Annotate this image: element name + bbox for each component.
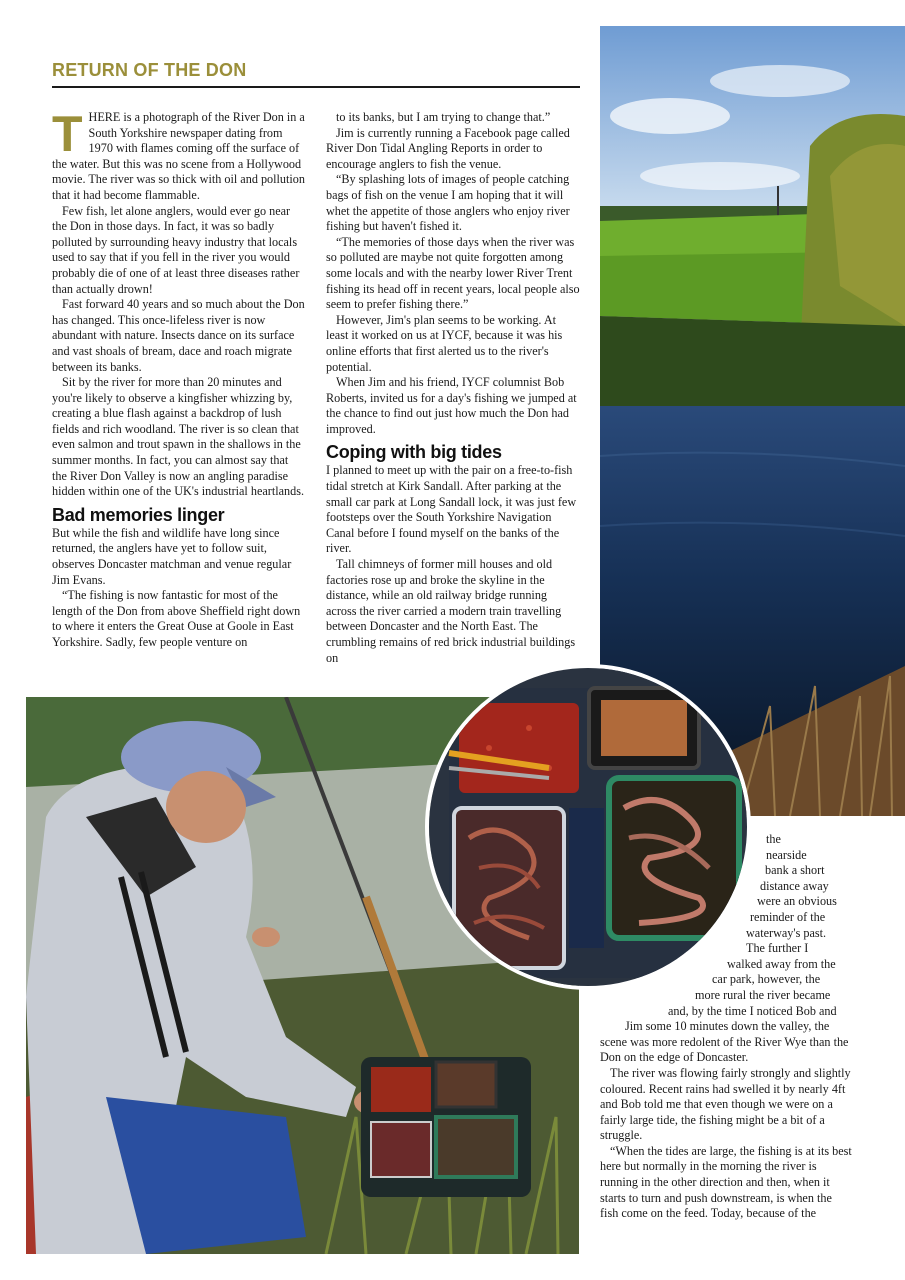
paragraph: to its banks, but I am trying to change that.” [336,110,551,124]
text-line: more rural the river became [695,987,831,1002]
text-line: reminder of the [750,909,826,924]
text-line: Jim some 10 minutes down the valley, the [625,1019,830,1034]
paragraph: “The fishing is now fantastic for most of the length of the Don from above Sheffield right down to where it enters the Great Ouse at Goole in East Yorkshire. Sadly, few people venture on [52,588,301,649]
paragraph: But while the fish and wildlife have long since returned, the anglers have yet to follow suit, observes Doncaster matchman and venue regular Jim Evans. [52,525,292,587]
paragraph: Jim is currently running a Facebook page called River Don Tidal Angling Reports in order to encourage anglers to fish the venue. [326,125,570,171]
paragraph: However, Jim's plan seems to be working. At least it worked on us at IYCF, because it was his online efforts that first alerted us to the river's potential. [326,312,563,374]
paragraph: The river was flowing fairly strongly and slightly coloured. Recent rains had swelled it by nearly 4ft and Bob told me that even though we were on a fairly large tide, the fishing might be a bit of a struggle. [600,1065,851,1143]
header-rule [52,86,580,88]
paragraph: Few fish, let alone anglers, would ever go near the Don in those days. In fact, it was so badly polluted by surrounding heavy industry that locals used to say that if you fell in the river you would probably die of one of at least three diseases rather than actually drown! [52,203,300,296]
subheading-big-tides: Coping with big tides [326,442,502,463]
text-line: the nearside [766,832,807,862]
text-line: and, by the time I noticed Bob and [668,1003,837,1018]
paragraph: “By splashing lots of images of people catching bags of fish on the venue I am hoping that it will whet the appetite of those anglers who enjoy river fishing but haven't fished it. [326,172,570,234]
text-line: The further I [746,941,809,956]
paragraph: scene was more redolent of the River Wye than the Don on the edge of Doncaster. [600,1034,849,1065]
text-line: waterway's past. [746,925,827,940]
paragraph: “The memories of those days when the river was so polluted are maybe not quite forgotten among some locals and with the nearby lower River Trent fishing its head off in recent years, local people also seem to prefer fishing there.” [326,234,580,312]
paragraph: Tall chimneys of former mill houses and old factories rose up and broke the skyline in the distance, while an old railway bridge running across the river carried a modern train travelling between Doncaster and the North East. The crumbling remains of red brick industrial buildings on [326,557,576,665]
paragraph: I planned to meet up with the pair on a free-to-fish tidal stretch at Kirk Sandall. After parking at the small car park at Long Sandall lock, it was just few footsteps over the South Yorkshire Navigation Canal before I found myself on the banks of the river. [326,463,577,556]
paragraph: When Jim and his friend, IYCF columnist Bob Roberts, invited us for a day's fishing we jumped at the chance to find out just how much the Don had improved. [326,375,577,436]
text-line: were an obvious [757,894,837,909]
subheading-bad-memories: Bad memories linger [52,504,225,525]
paragraph: HERE is a photograph of the River Don in a South Yorkshire newspaper dating from 1970 with flames coming off the surface of the water. But this was no scene from a Hollywood movie. The river was so thick with oil and pollution that it had become flammable. [52,110,305,202]
text-line: distance away [760,878,829,893]
section-kicker: RETURN OF THE DON [52,60,247,80]
article-column-3 [600,832,852,1222]
text-line: walked away from the [727,956,836,971]
article-column-1 [52,106,306,651]
paragraph: Sit by the river for more than 20 minutes and you're likely to observe a kingfisher whizzing by, creating a blue flash against a backdrop of lush fields and rich woodland. The river is so clean that even salmon and trout spawn in the shallows in the summer months. In fact, you can almost say that the River Don Valley is now an angling paradise hidden within one of the UK's industrial heartlands. [52,375,304,499]
text-line: bank a short [765,863,825,878]
article-column-2 [326,110,580,666]
text-line: car park, however, the [712,972,821,987]
drop-cap: T [52,106,83,162]
paragraph: “When the tides are large, the fishing is at its best here but normally in the morning the river is running in the other direction and then, when it starts to turn and push downstream, is when the fish come on the feed. Today, because of the [600,1143,852,1221]
paragraph: Fast forward 40 years and so much about the Don has changed. This once-lifeless river is now abundant with nature. Insects dance on its surface and vast shoals of bream, dace and roach migrate between its banks. [52,297,305,374]
